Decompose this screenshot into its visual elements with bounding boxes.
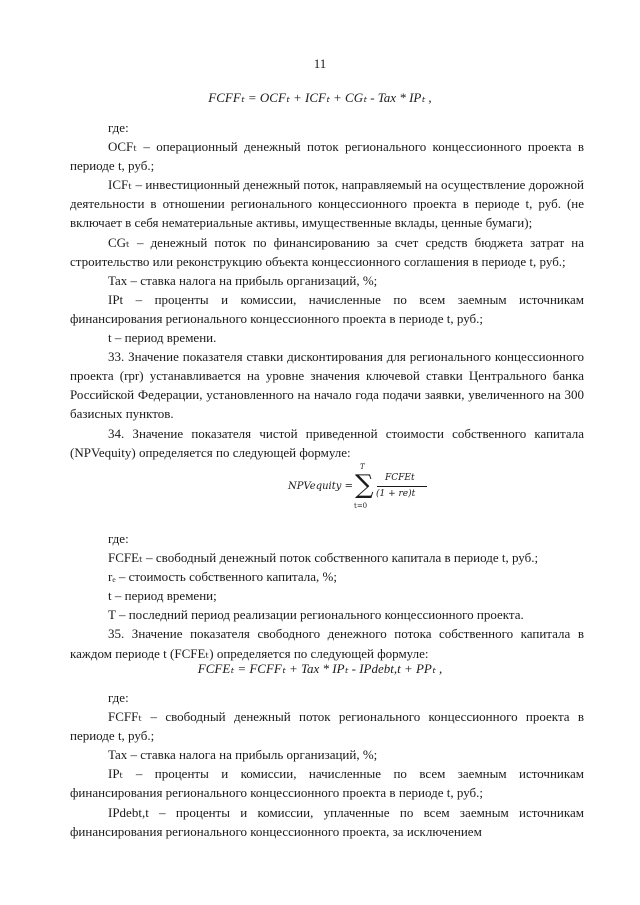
clause-34: 34. Значение показателя чистой приведенной стоимости собственного капитала (NPVequity) определяется по следующей формуле: <box>70 425 584 460</box>
fcfe-formula: FCFEₜ = FCFFₜ + Tax * IPₜ - IPdebt,t + PPₜ , <box>197 661 443 676</box>
re-definition: rₑ – стоимость собственного капитала, %; <box>108 569 337 585</box>
sum-sign: ∑ <box>355 470 374 500</box>
fcff-formula: FCFFₜ = OCFₜ + ICFₜ + CGₜ - Tax * IPₜ , <box>208 90 432 105</box>
ip-definition: IPt – проценты и комиссии, начисленные по всем заемным источникам финансирования регионального концессионного проекта в периоде t, руб.; <box>70 291 584 326</box>
cg-definition: CGₜ – денежный поток по финансированию за счет средств бюджета затрат на строительство или реконструкцию объекта концессионного соглашения в периоде t, руб.; <box>70 234 584 269</box>
ip-definition: IPₜ – проценты и комиссии, начисленные по всем заемным источникам финансирования регионального концессионного проекта в периоде t, руб.; <box>70 766 584 801</box>
definitions-block-2 <box>70 529 584 663</box>
definitions-block-1 <box>70 118 584 462</box>
tax-definition: Tax – ставка налога на прибыль организаций, %; <box>108 272 378 288</box>
npv-lhs: NPVequity = <box>288 481 353 492</box>
T-definition: T – последний период реализации регионального концессионного проекта. <box>108 607 524 623</box>
fraction-bar <box>377 486 427 487</box>
npv-sum-lower: t=0 <box>354 502 368 510</box>
clause-33: 33. Значение показателя ставки дисконтирования для регионального концессионного проекта (rpr) устанавливается на уровне значения ключевой ставки Центрального банка Российской Федерации, установленного на начало года подачи заявки, увеличенного на 300 базисных пунктов. <box>70 349 584 422</box>
definitions-block-3 <box>70 688 584 841</box>
npv-numerator: FCFEt <box>385 473 415 483</box>
t-definition: t – период времени. <box>108 330 217 346</box>
npv-equity-formula <box>288 462 478 522</box>
t-definition: t – период времени; <box>108 588 217 604</box>
icf-definition: ICFₜ – инвестиционный денежный поток, направляемый на осуществление дорожной деятельности в отношении регионального концессионного проекта в периоде t, руб. (не включает в себя нематериальные активы, имущественные вклады, ценные бумаги); <box>70 177 584 231</box>
where-label: где: <box>108 531 129 546</box>
npv-sum-upper: T <box>360 463 365 471</box>
where-label: где: <box>108 120 129 135</box>
ocf-definition: OCFₜ – операционный денежный поток регионального концессионного проекта в периоде t, руб.; <box>70 139 584 174</box>
npv-denominator: (1 + re)t <box>376 489 416 499</box>
where-label: где: <box>108 690 129 705</box>
fcfe-definition: FCFEₜ – свободный денежный поток собственного капитала в периоде t, руб.; <box>108 550 539 566</box>
fcff-definition: FCFFₜ – свободный денежный поток регионального концессионного проекта в периоде t, руб.; <box>70 709 584 744</box>
clause-35: 35. Значение показателя свободного денежного потока собственного капитала в каждом периоде t (FCFEₜ) определяется по следующей формуле: <box>70 626 584 661</box>
page-number: 11 <box>313 56 327 71</box>
tax-definition: Tax – ставка налога на прибыль организаций, %; <box>108 747 378 763</box>
ipdebt-definition: IPdebt,t – проценты и комиссии, уплаченные по всем заемным источникам финансирования регионального концессионного проекта, за исключением <box>70 804 584 839</box>
